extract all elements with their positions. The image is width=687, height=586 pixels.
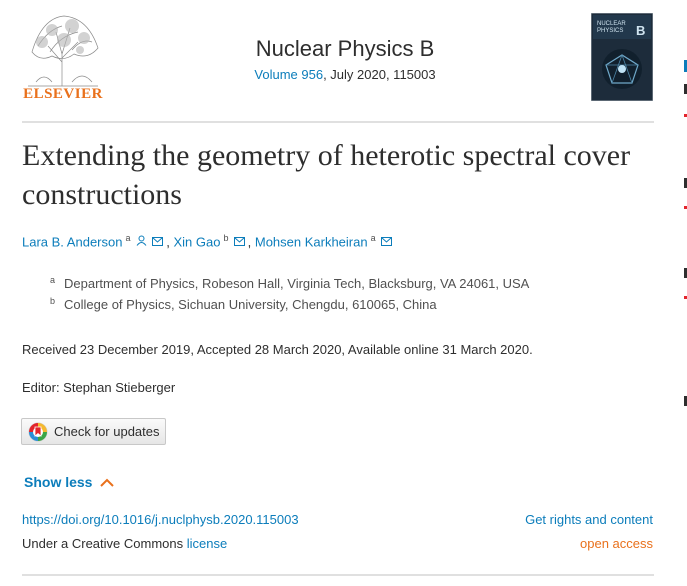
affiliation-label: b: [50, 296, 56, 306]
show-less-label: Show less: [24, 474, 93, 490]
affiliation-text: College of Physics, Sichuan University, Chengdu, 610065, China: [64, 297, 437, 312]
license-row: [22, 536, 227, 551]
footer-divider: [22, 574, 654, 576]
elsevier-tree-logo-icon: [22, 12, 104, 88]
person-icon[interactable]: [136, 237, 150, 249]
get-rights-link[interactable]: Get rights and content: [525, 512, 653, 527]
journal-meta: [200, 67, 490, 82]
affiliation-item: [50, 276, 529, 297]
author-separator: ,: [247, 234, 252, 250]
envelope-icon[interactable]: [378, 237, 392, 249]
envelope-icon[interactable]: [152, 237, 166, 249]
issue-info: , July 2020, 115003: [323, 67, 436, 82]
doi-row: [22, 512, 299, 527]
doi-link[interactable]: https://doi.org/10.1016/j.nuclphysb.2020.115003: [22, 512, 299, 527]
chevron-up-icon: [100, 478, 114, 487]
author-karkheiran[interactable]: [255, 234, 368, 249]
author-list: [22, 233, 392, 249]
article-title: Extending the geometry of heterotic spectral cover constructions: [22, 139, 631, 211]
show-less-toggle[interactable]: [24, 474, 114, 490]
journal-cover[interactable]: [591, 13, 653, 101]
affiliation-list: [50, 276, 529, 318]
header-divider: [22, 121, 654, 123]
cover-title-line2: PHYSICS: [597, 28, 624, 34]
affiliation-label: a: [50, 275, 56, 285]
license-prefix: Under a Creative Commons: [22, 536, 187, 551]
author-anderson[interactable]: [22, 234, 122, 249]
author-gao[interactable]: [173, 234, 220, 249]
elsevier-wordmark: ELSEVIER: [23, 86, 103, 102]
article-dates: Received 23 December 2019, Accepted 28 March 2020, Available online 31 March 2020.: [22, 342, 533, 357]
affil-sup: a: [125, 233, 131, 243]
journal-title[interactable]: Nuclear Physics B: [255, 36, 435, 61]
affiliation-item: [50, 297, 529, 318]
journal-header: [200, 36, 490, 82]
cover-title-line1: NUCLEAR: [597, 21, 626, 27]
check-for-updates-icon: [28, 422, 48, 442]
author-name: Mohsen Karkheiran: [254, 234, 368, 250]
author-separator: ,: [166, 234, 170, 250]
open-access-label: open access: [580, 536, 653, 551]
article-editor: Editor: Stephan Stieberger: [22, 380, 176, 395]
license-link[interactable]: license: [186, 536, 228, 551]
check-for-updates-button[interactable]: [21, 418, 166, 445]
volume-link[interactable]: Volume 956: [254, 67, 324, 82]
affiliation-text: Department of Physics, Robeson Hall, Virginia Tech, Blacksburg, VA 24061, USA: [64, 276, 530, 291]
author-name: Lara B. Anderson: [22, 234, 123, 250]
check-for-updates-label: Check for updates: [54, 424, 160, 439]
cover-letter: B: [636, 23, 646, 38]
affil-sup: b: [223, 233, 229, 243]
author-name: Xin Gao: [173, 234, 221, 250]
affil-sup: a: [370, 233, 376, 243]
rights-row: [525, 512, 653, 527]
envelope-icon[interactable]: [230, 237, 247, 249]
journal-cover-image-icon: [591, 13, 653, 101]
